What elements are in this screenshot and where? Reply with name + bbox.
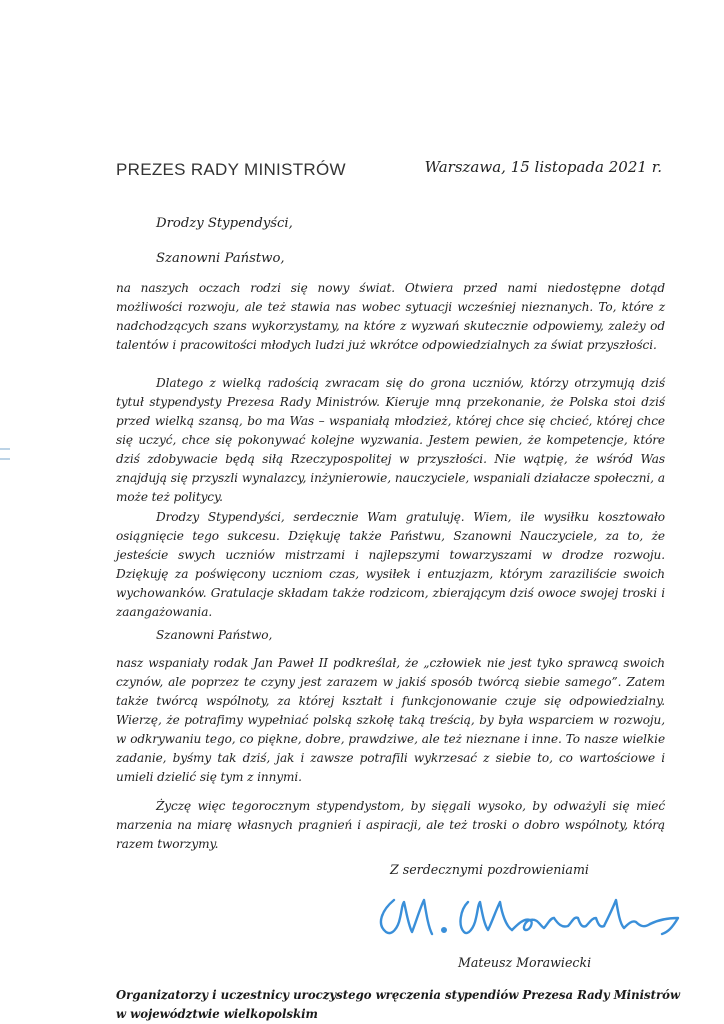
- recipients-line-1: Organizatorzy i uczestnicy uroczystego wręczenia stypendiów Prezesa Rady Ministrów: [116, 988, 681, 1002]
- paragraph-3: Drodzy Stypendyści, serdecznie Wam gratuluję. Wiem, ile wysiłku kosztowało osiągnięcie tego sukcesu. Dziękuję także Państwu, Szanowni Nauczyciele, za to, że jesteście swych uczniów mistrzami i najlepszymi towarzyszami w drodze rozwoju. Dziękuję za poświęcony uczniom czas, wysiłek i entuzjazm, którym zaraziliście swoich wychowanków. Gratulacje składam także rodzicom, zbierającym dziś owoce swojej troski i zaangażowania.: [116, 510, 665, 619]
- paragraph-2: Dlatego z wielką radością zwracam się do grona uczniów, którzy otrzymują dziś tytuł stypendysty Prezesa Rady Ministrów. Kieruje mną przekonanie, że Polska stoi dziś przed wielką szansą, bo ma Was – wspaniałą młodzież, której chce się chcieć, której chce się uczyć, chce się pokonywać kolejne wyzwania. Jestem pewien, że kompetencje, które dziś zdobywacie będą siłą Rzeczypospolitej w przyszłości. Nie wątpię, że wśród Was znajdują się przyszli wynalazcy, inżynierowie, nauczyciele, wspaniali działacze społeczni, a może też politycy.: [116, 376, 665, 504]
- scan-edge-mark: [0, 448, 10, 450]
- letter-date: Warszawa, 15 listopada 2021 r.: [424, 158, 662, 176]
- paragraph-1: na naszych oczach rodzi się nowy świat. Otwiera przed nami niedostępne dotąd możliwości rozwoju, ale też stawia nas wobec sytuacji wcześniej nieznanych. To, które z nadchodzących szans wykorzystamy, na które z wyzwań skutecznie odpowiemy, zależy od talentów i pracowitości młodych ludzi już wkrótce odpowiedzialnych za świat przyszłości.: [116, 281, 665, 352]
- paragraph-6: Życzę więc tegorocznym stypendystom, by sięgali wysoko, by odważyli się mieć marzenia na miarę własnych pragnień i aspiracji, ale też troski o dobro wspólnoty, którą razem tworzymy.: [116, 799, 665, 851]
- recipients-line-2: w województwie wielkopolskim: [116, 1007, 318, 1021]
- scan-edge-mark: [0, 458, 10, 460]
- closing-phrase: Z serdecznymi pozdrowieniami: [390, 862, 589, 877]
- office-title: PREZES RADY MINISTRÓW: [116, 160, 346, 179]
- greeting-students: Drodzy Stypendyści,: [156, 216, 293, 231]
- signer-name: Mateusz Morawiecki: [458, 955, 592, 970]
- greeting-sirs: Szanowni Państwo,: [156, 251, 285, 266]
- handwritten-signature: [372, 888, 692, 940]
- paragraph-5: nasz wspaniały rodak Jan Paweł II podkreślał, że „człowiek nie jest tyko sprawcą swoich czynów, ale poprzez te czyny jest zarazem w jakiś sposób twórcą siebie samego”. Zatem także twórcą wspólnoty, za której kształt i funkcjonowanie czuje się odpowiedzialny. Wierzę, że potrafimy wypełniać polską szkołę taką treścią, by była wsparciem w rozwoju, w odkrywaniu tego, co piękne, dobre, prawdziwe, ale też nieznane i inne. To nasze wielkie zadanie, byśmy tak dziś, jak i zawsze potrafili wykrzesać z siebie to, co wartościowe i umieli dzielić się tym z innymi.: [116, 656, 665, 784]
- paragraph-4-salutation: Szanowni Państwo,: [156, 628, 273, 642]
